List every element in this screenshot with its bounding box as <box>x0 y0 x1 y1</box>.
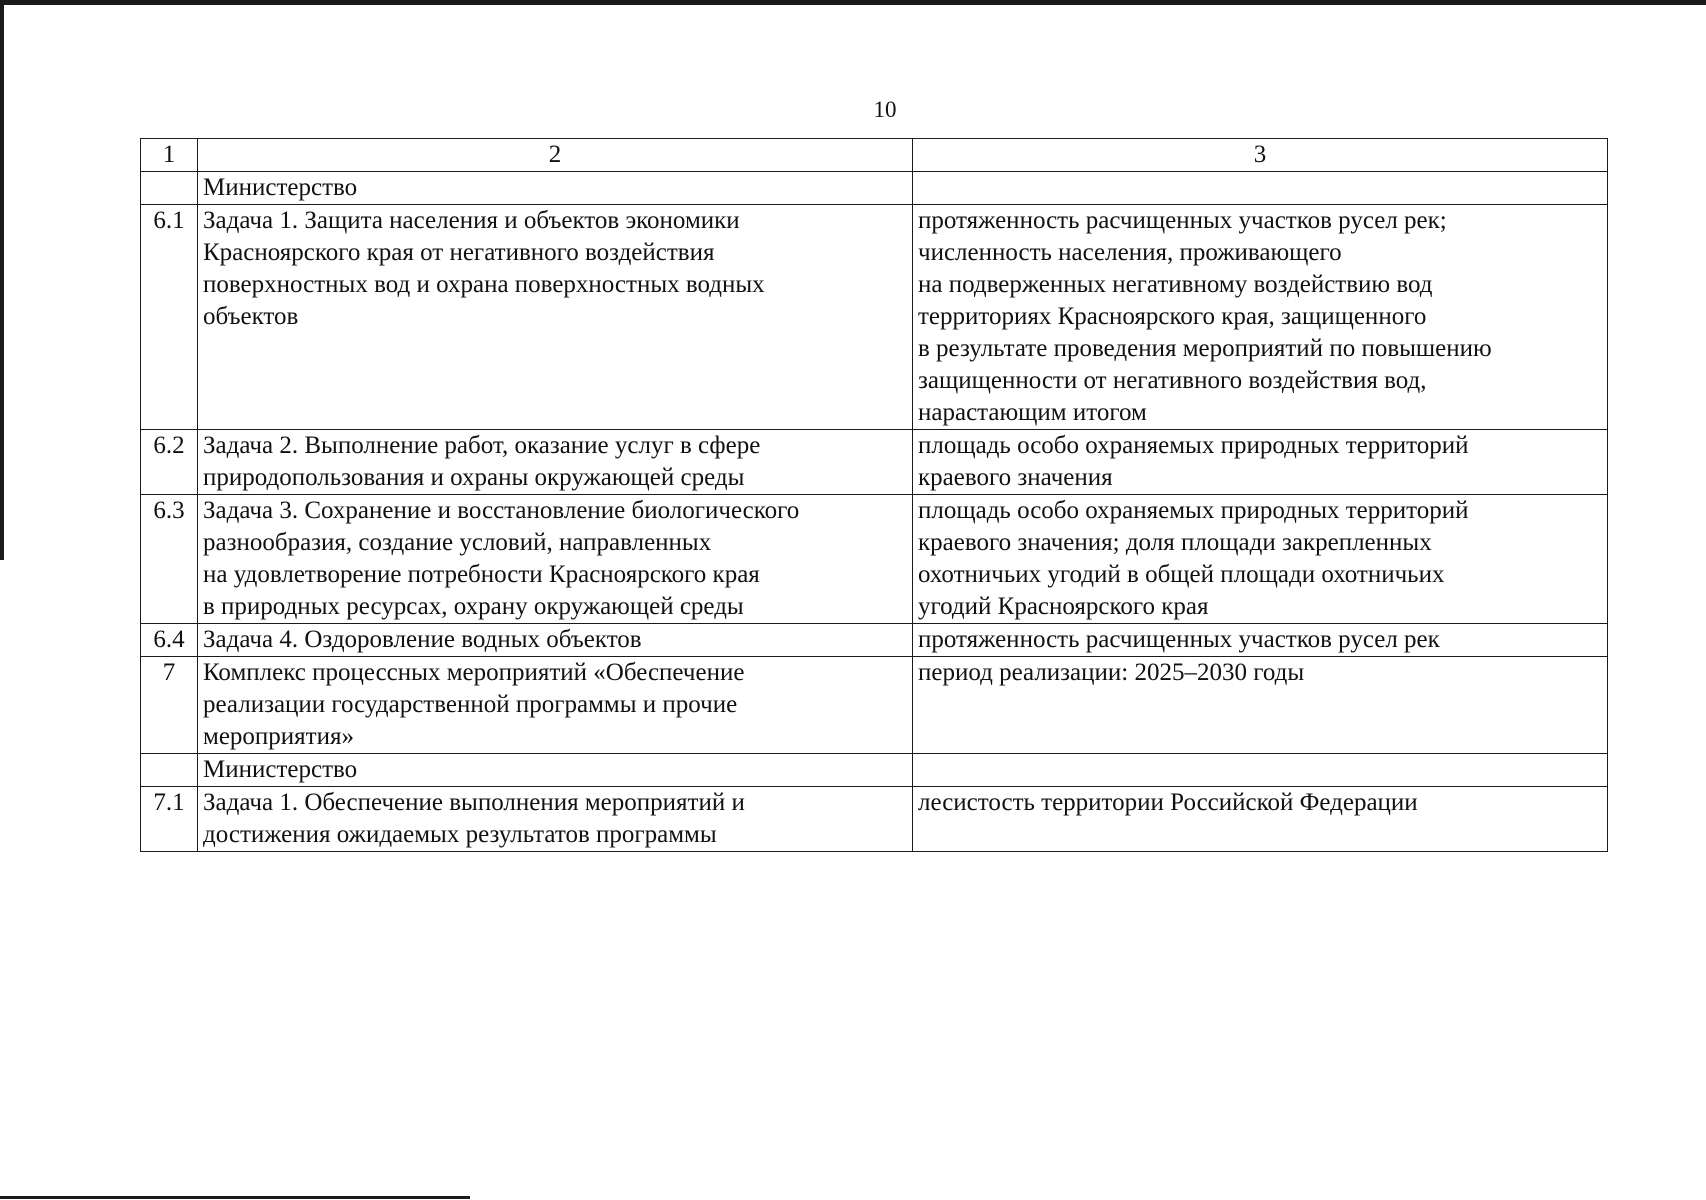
task-cell: Задача 2. Выполнение работ, оказание услуг в сфере природопользования и охраны окружающей среды <box>198 430 913 495</box>
row-number: 6.4 <box>141 624 198 657</box>
row-number: 6.2 <box>141 430 198 495</box>
indicator-cell: протяженность расчищенных участков русел рек; численность населения, проживающего на подверженных негативному воздействию вод территориях Красноярского края, защищенного в результате проведения мероприятий по повышению защищенности от негативного воздействия вод, нарастающим итогом <box>913 205 1608 430</box>
table-row <box>141 657 1608 754</box>
row-number: 6.3 <box>141 495 198 624</box>
table-header-row <box>141 139 1608 172</box>
header-cell-2: 2 <box>198 139 913 172</box>
task-cell: Задача 1. Обеспечение выполнения мероприятий и достижения ожидаемых результатов программы <box>198 787 913 852</box>
header-cell-3: 3 <box>913 139 1608 172</box>
scan-edge-bottom <box>0 1196 470 1199</box>
header-cell-1: 1 <box>141 139 198 172</box>
task-cell: Задача 3. Сохранение и восстановление биологического разнообразия, создание условий, направленных на удовлетворение потребности Красноярского края в природных ресурсах, охрану окружающей среды <box>198 495 913 624</box>
table-row <box>141 495 1608 624</box>
table-row <box>141 430 1608 495</box>
indicator-cell <box>913 172 1608 205</box>
table-row <box>141 754 1608 787</box>
row-number: 7.1 <box>141 787 198 852</box>
task-cell: Задача 1. Защита населения и объектов экономики Красноярского края от негативного воздействия поверхностных вод и охрана поверхностных водных объектов <box>198 205 913 430</box>
indicator-cell: лесистость территории Российской Федерации <box>913 787 1608 852</box>
indicator-cell: протяженность расчищенных участков русел рек <box>913 624 1608 657</box>
row-number: 7 <box>141 657 198 754</box>
task-cell: Министерство <box>198 754 913 787</box>
table-row <box>141 624 1608 657</box>
indicators-table <box>140 138 1608 852</box>
indicator-cell: период реализации: 2025–2030 годы <box>913 657 1608 754</box>
row-number <box>141 754 198 787</box>
task-cell: Комплекс процессных мероприятий «Обеспечение реализации государственной программы и прочие мероприятия» <box>198 657 913 754</box>
scan-edge-left <box>0 0 4 560</box>
task-cell: Задача 4. Оздоровление водных объектов <box>198 624 913 657</box>
indicator-cell <box>913 754 1608 787</box>
scan-edge-top <box>0 0 1706 5</box>
table-row <box>141 787 1608 852</box>
table-row <box>141 172 1608 205</box>
table-row <box>141 205 1608 430</box>
task-cell: Министерство <box>198 172 913 205</box>
indicator-cell: площадь особо охраняемых природных территорий краевого значения <box>913 430 1608 495</box>
page-number: 10 <box>873 97 897 122</box>
indicator-cell: площадь особо охраняемых природных территорий краевого значения; доля площади закрепленных охотничьих угодий в общей площади охотничьих угодий Красноярского края <box>913 495 1608 624</box>
row-number <box>141 172 198 205</box>
row-number: 6.1 <box>141 205 198 430</box>
